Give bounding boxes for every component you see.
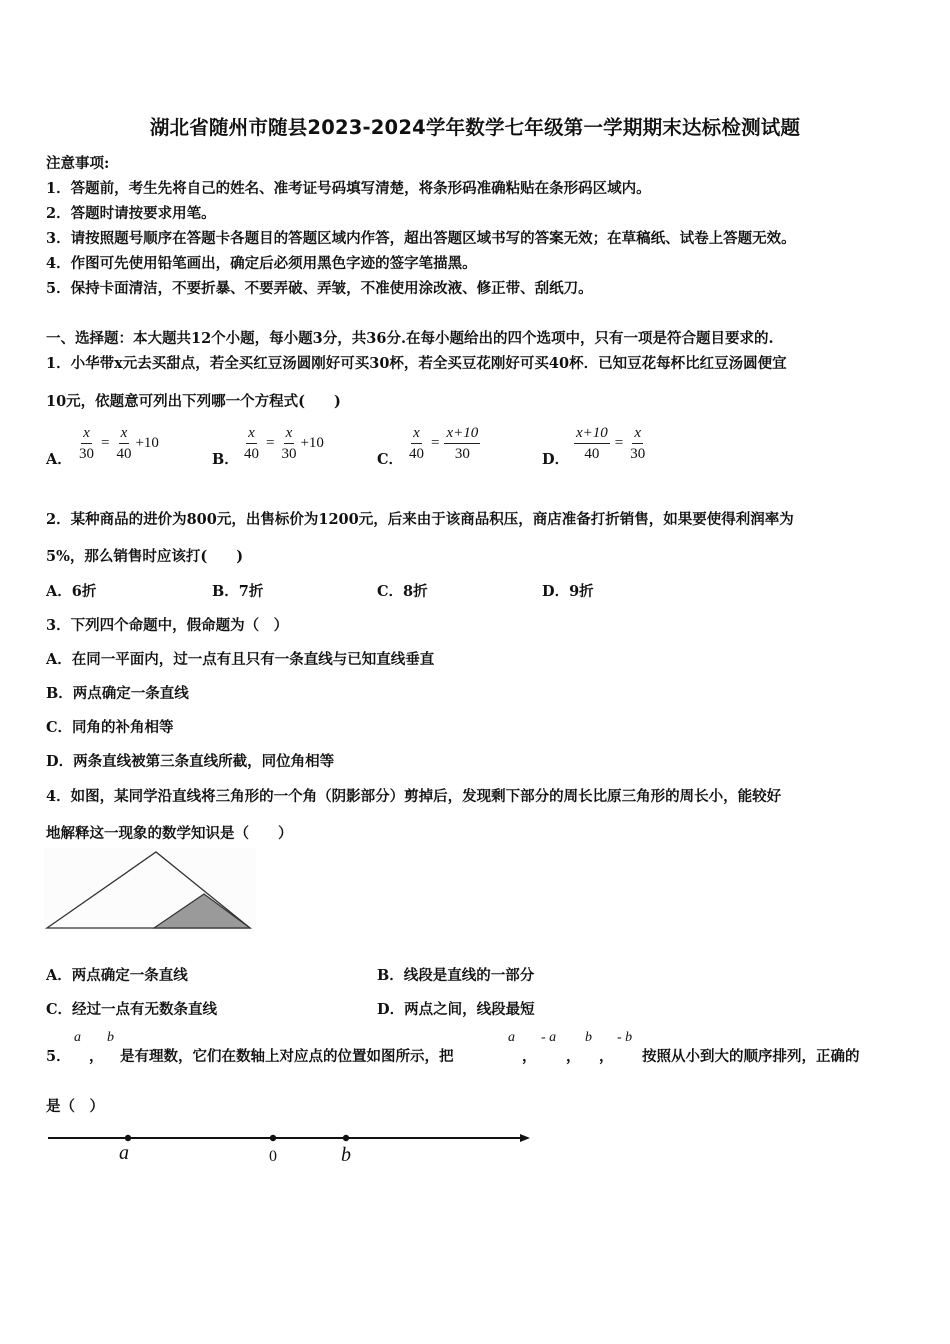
fraction-denominator: 40 <box>584 446 600 462</box>
variable-a: a <box>74 1030 81 1045</box>
comma: ， <box>89 1048 104 1065</box>
variable-a: a <box>508 1030 515 1045</box>
option-label: C． <box>377 451 404 468</box>
option-text: D．9折 <box>542 583 594 600</box>
comma: ， <box>522 1048 537 1065</box>
fraction-denominator: 30 <box>281 446 297 462</box>
option-label: B． <box>212 451 239 468</box>
fraction-denominator: 40 <box>409 446 424 462</box>
comma: ， <box>566 1048 581 1065</box>
question-text: 2．某种商品的进价为800元，出售标价为1200元，后来由于该商品积压，商店准备打折销售，如果要使得利润率为 <box>46 511 794 528</box>
option-text: B．两点确定一条直线 <box>46 685 189 702</box>
point-origin <box>270 1135 276 1141</box>
label-a: a <box>119 1142 129 1164</box>
question-text: 4．如图，某同学沿直线将三角形的一个角（阴影部分）剪掉后，发现剩下部分的周长比原三角形的周长小，能较好 <box>46 788 782 805</box>
fraction-denominator: 30 <box>630 446 646 462</box>
equation-option-c: $\frac{x}{40}$ = $\frac{x+10}{30}$ <box>409 425 479 462</box>
option-text: C．8折 <box>377 583 428 600</box>
notice-heading: 注意事项: <box>46 155 110 172</box>
question-text: 是有理数，它们在数轴上对应点的位置如图所示，把 <box>120 1048 454 1065</box>
equation-option-d: $\frac{x+10}{40}$ = $\frac{x}{30}$ <box>576 425 646 462</box>
question-text: 地解释这一现象的数学知识是（ ） <box>46 825 293 842</box>
fraction-numerator: x <box>246 424 257 444</box>
fraction-numerator: x+10 <box>574 424 610 444</box>
option-text: D．两点之间，线段最短 <box>377 1001 535 1018</box>
variable-neg-b: - b <box>617 1030 633 1045</box>
fraction-denominator: 30 <box>79 446 94 462</box>
equation-option-b: $\frac{x}{40}$ = $\frac{x}{30}$ +10 <box>244 425 324 462</box>
fraction-numerator: x <box>119 424 130 444</box>
option-text: B．线段是直线的一部分 <box>377 967 535 984</box>
option-label: A． <box>46 451 72 468</box>
fraction-numerator: x <box>632 424 643 444</box>
equation-suffix: +10 <box>300 435 324 451</box>
notice-item: 5．保持卡面清洁，不要折暴、不要弄破、弄皱，不准使用涂改液、修正带、刮纸刀。 <box>46 280 593 297</box>
question-text: 是（ ） <box>46 1098 104 1115</box>
question-text: 3．下列四个命题中，假命题为（ ） <box>46 617 289 634</box>
section-heading: 一、选择题：本大题共12个小题，每小题3分，共36分.在每小题给出的四个选项中，只有一项是符合题目要求的. <box>46 330 774 347</box>
option-text: A．在同一平面内，过一点有且只有一条直线与已知直线垂直 <box>46 651 435 668</box>
variable-neg-a: - a <box>541 1030 557 1045</box>
triangle-figure <box>44 848 256 932</box>
fraction-denominator: 30 <box>454 446 470 462</box>
question-text: 按照从小到大的顺序排列，正确的 <box>642 1048 860 1065</box>
option-text: C．经过一点有无数条直线 <box>46 1001 218 1018</box>
point-b <box>343 1135 349 1141</box>
equation-option-a: $\frac{x}{30}$ = $\frac{x}{40}$ +10 <box>79 425 159 462</box>
option-text: C．同角的补角相等 <box>46 719 174 736</box>
option-text: D．两条直线被第三条直线所截，同位角相等 <box>46 753 335 770</box>
option-text: A．两点确定一条直线 <box>46 967 188 984</box>
question-text: 1．小华带x元去买甜点，若全买红豆汤圆刚好可买30杯，若全买豆花刚好可买40杯．已知豆花每杯比红豆汤圆便宜 <box>46 355 787 372</box>
variable-b: b <box>107 1030 114 1045</box>
arrow-head-icon <box>520 1134 530 1142</box>
option-label: D． <box>542 451 570 468</box>
equation-suffix: +10 <box>135 435 159 451</box>
fraction-numerator: x <box>81 424 92 444</box>
question-text: 5%，那么销售时应该打( ) <box>46 548 244 565</box>
number-line <box>44 1125 536 1171</box>
notice-item: 1．答题前，考生先将自己的姓名、准考证号码填写清楚，将条形码准确粘贴在条形码区域内。 <box>46 180 651 197</box>
fraction-numerator: x <box>411 424 422 444</box>
fraction-numerator: x+10 <box>444 424 480 444</box>
notice-item: 2．答题时请按要求用笔。 <box>46 205 216 222</box>
comma: ， <box>599 1048 614 1065</box>
notice-item: 3．请按照题号顺序在答题卡各题目的答题区域内作答，超出答题区域书写的答案无效；在草稿纸、试卷上答题无效。 <box>46 230 796 247</box>
variable-b: b <box>585 1030 592 1045</box>
label-b: b <box>341 1144 351 1166</box>
point-a <box>125 1135 131 1141</box>
fraction-denominator: 40 <box>116 446 132 462</box>
label-zero: 0 <box>269 1148 277 1165</box>
option-text: B．7折 <box>212 583 264 600</box>
question-text: 10元，依题意可列出下列哪一个方程式( ) <box>46 393 341 410</box>
notice-item: 4．作图可先使用铅笔画出，确定后必须用黑色字迹的签字笔描黑。 <box>46 255 477 272</box>
fraction-numerator: x <box>284 424 295 444</box>
option-text: A．6折 <box>46 583 97 600</box>
page-title: 湖北省随州市随县2023-2024学年数学七年级第一学期期末达标检测试题 <box>149 116 801 139</box>
question-number: 5． <box>46 1048 71 1065</box>
fraction-denominator: 40 <box>244 446 259 462</box>
